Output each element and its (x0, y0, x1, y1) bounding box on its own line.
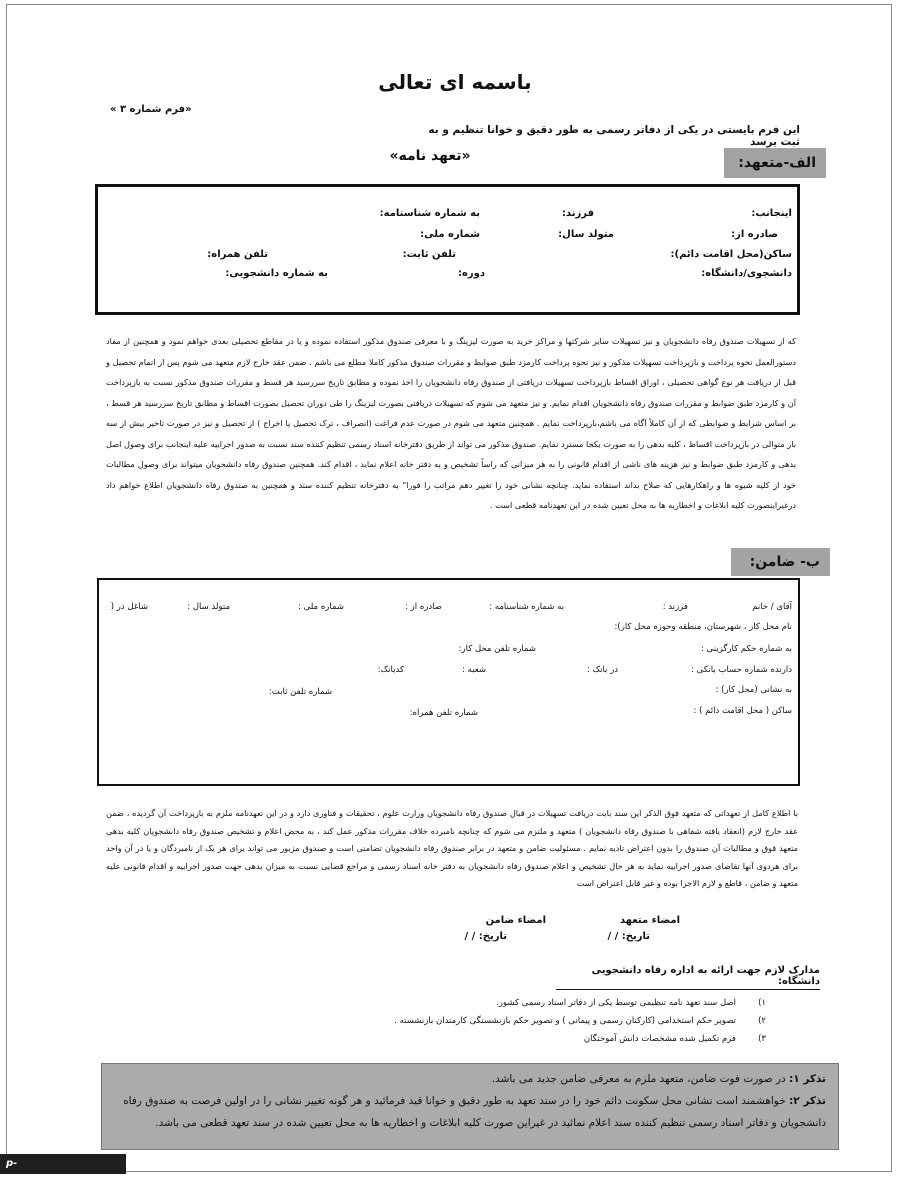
guarantor-id-number-label: به شماره شناسنامه : (489, 602, 564, 612)
note-2-continued: دانشجویان و دفاتر اسناد رسمی تنظیم کننده سند اعلام نمائید در غیراین صورت کلیه ابلاغات و اخطاریه ها به محل تعیین شده در سند تعهد قطعی می باشد. (155, 1117, 826, 1129)
obligor-national-id-label: شماره ملی: (420, 229, 480, 240)
guarantor-decree-label: به شماره حکم کارگزینی : (701, 644, 792, 654)
obligor-father-label: فرزند: (561, 208, 594, 219)
note-2-text: خواهشمند است نشانی محل سکونت دائم خود را در سند تعهد به طور دقیق و خوانا قید فرمائید و هر گونه تغییر نشانی را در اولین فرصت به صندوق رفاه (123, 1095, 786, 1107)
obligor-address-label: ساکن(محل اقامت دائم): (670, 249, 792, 260)
obligor-university-label: دانشجوی/دانشگاه: (701, 268, 792, 279)
document-title: «تعهد نامه» (389, 148, 471, 164)
guarantor-signature-date: تاریخ: / / (464, 931, 507, 942)
guarantor-branch-label: شعبه : (462, 665, 486, 675)
note-2 (123, 1095, 826, 1107)
document-item-3-number: ٣) (758, 1034, 766, 1044)
obligor-birth-year-label: متولد سال: (558, 229, 614, 240)
obligor-id-number-label: به شماره شناسنامه: (379, 208, 480, 219)
document-item-2-number: ٢) (758, 1016, 766, 1026)
guarantor-landline-label: شماره تلفن ثابت: (268, 687, 332, 697)
section-b-heading: ب- ضامن: (731, 548, 830, 576)
footer-site-link[interactable]: p-marvdasht.nus.ac.ir (0, 1154, 126, 1174)
obligor-signature-date: تاریخ: / / (607, 931, 650, 942)
obligor-commitment-text: که از تسهیلات صندوق رفاه دانشجویان و نیز تسهیلات سایر شرکتها و مراکز خرید به صورت لیزینگ و با معرفی صندوق مذکور استفاده نموده و یا در مقاطع تحصیلی بعدی خواهم نمود و همچنین از مفاد دستورالعمل نحوه پرداخت و بازپرداخت تسهیلات مذکور و نیز نحوه پرداخت کارمزد طبق ضوابط و مقررات صندوق مذکور کاملا مطلع می باشم . ضمن عقد خارج لازم متعهد می شوم پس از اتمام تحصیل و قبل از دریافت هر نوع گواهی تحصیلی ، اوراق اقساط بازپرداخت تسهیلات دریافتی از صندوق رفاه دانشجویان را اخذ نموده و مطابق تاریخ سررسید هر قسط و مقررات صندوق مذکور نسبت به بازپرداخت آن و کارمزد طبق ضوابط و مقررات صندوق رفاه دانشجویان اقدام نمایم. و نیز متعهد می شوم که تسهیلات دریافتی بصورت لیزینگ را طی دوران تحصیل بصورت اقساط و مطابق تاریخ سررسید هر قسط ، بر اساس شرایط و ضوابطی که از آن کاملاً آگاه می باشم،بازپرداخت نمایم . همچنین متعهد می شوم در صورت عدم فراغت (انصراف ، ترک تحصیل یا اخراج ) از تحصیل و نیز در صورت تاخیر بیش از سه بار متوالی در بازپرداخت اقساط ، کلیه بدهی را به صورت یکجا مسترد نمایم. صندوق مذکور می تواند از طریق دفترخانه اسناد رسمی تنظیم کننده سند نسبت به صدور اجراییه علیه اینجانب برای وصول اصل بدهی و کارمزد طبق ضوابط و نیز هزینه های ناشی از اقدام قانونی را به هر میزانی که راساً تشخیص و به دفتر خانه اعلام نماید ، اقدام کند. همچنین صندوق رفاه دانشجویان میتواند برای وصول مطالبات خود از کلیه شیوه ها و راهکارهایی که صلاح بداند استفاده نماید. چنانچه نشانی خود را تغییر دهم مراتب را فورا" به دفترخانه تنظیم کننده سند و همچنین به صندوق رفاه دانشجویان اطلاع خواهم داد درغیراینصورت کلیه ابلاغات و اخطاریه ها به محل تعیین شده در این تعهدنامه قطعی است . (106, 336, 796, 510)
guarantor-mobile-label: شماره تلفن همراه: (409, 708, 478, 718)
guarantor-issued-label: صادره از : (405, 602, 442, 612)
obligor-period-label: دوره: (457, 268, 485, 279)
obligor-student-number-label: به شماره دانشجویی: (225, 268, 328, 279)
note-1 (492, 1073, 826, 1085)
document-item-1-number: ١) (758, 998, 766, 1008)
registration-notice: این فرم بایستی در یکی از دفاتر رسمی به طور دقیق و خوانا تنظیم و به ثبت برسد (428, 124, 800, 148)
section-a-heading: الف-متعهد: (724, 148, 826, 178)
guarantor-work-phone-label: شماره تلفن محل کار: (458, 644, 536, 654)
note-1-text: در صورت فوت ضامن، متعهد ملزم به معرفی ضامن جدید می باشد. (491, 1073, 786, 1085)
note-2-label: تذکر ۲: (789, 1095, 826, 1107)
guarantor-address-label: ساکن ( محل اقامت دائم ) : (693, 706, 792, 716)
document-item-1: اصل سند تعهد نامه تنظیمی توسط یکی از دفاتر اسناد رسمی کشور. (496, 998, 736, 1008)
guarantor-father-label: فرزند : (662, 602, 688, 612)
obligor-issued-label: صادره از: (731, 229, 778, 240)
document-item-3: فرم تکمیل شده مشخصات دانش آموختگان (583, 1034, 736, 1044)
guarantor-name-label: آقای / خانم (752, 602, 792, 612)
required-documents-title: مدارک لازم جهت ارائه به اداره رفاه دانشجویی دانشگاه: (556, 965, 820, 990)
guarantor-workplace-label: نام محل کار ، شهرستان، منطقه وحوزه محل کار): (614, 622, 792, 632)
document-item-2: تصویر حکم استخدامی (کارکنان رسمی و پیمانی ) و تصویر حکم بازنشستگی کارمندان بازنشسته . (394, 1016, 736, 1026)
page-title: باسمه ای تعالی (378, 70, 532, 94)
guarantor-bank-code-label: کدبانک: (377, 665, 404, 675)
obligor-mobile-label: تلفن همراه: (207, 249, 268, 260)
guarantor-account-label: دارنده شماره حساب بانکی : (691, 665, 792, 675)
notes-box (101, 1063, 839, 1150)
guarantor-signature-label: امضاء ضامن (485, 915, 546, 926)
note-1-label: تذکر ۱: (789, 1073, 826, 1085)
guarantor-commitment-text: با اطلاع کامل از تعهداتی که متعهد فوق الذکر این سند بابت دریافت تسهیلات در قبال صندوق رفاه دانشجویان وزارت علوم ، تحقیقات و فناوری دارد و در این تعهدنامه ملزم به بازپرداخت آن گردیده ، ضمن عقد خارج لازم (انعقاد یافته شفاهی با صندوق رفاه دانشجویان ) متعهد و ملتزم می شوم که چنانچه نامبرده خلاف مقررات مذکور عمل کند ، به محض اعلام و تشخیص صندوق رفاه دانشجویان کلیه بدهی متعهد فوق و مطالبات آن صندوق را بدون اعتراض تادیه نمایم . مسئولیت ضامن و متعهد در برابر صندوق رفاه دانشجویان تضامنی است و صندوق مزبور می تواند برای هر یک از نامبردگان و یا در آن واحد برای هردوی آنها تقاضای صدور اجراییه نماید به هر حال تشخیص و اعلام صندوق رفاه دانشجویان به دفتر خانه اسناد رسمی و مراجع قضایی نسبت به میزان بدهی جهت صدور اجراییه و اقدام قانونی علیه متعهد و ضامن ، قاطع و لازم الاجرا بوده و غیر قابل اعتراض است (106, 808, 798, 888)
form-number: «فرم شماره ۳ » (110, 104, 192, 115)
obligor-landline-label: تلفن ثابت: (402, 249, 456, 260)
guarantor-employer-label: شاغل در ( (110, 602, 148, 612)
obligor-signature-label: امضاء متعهد (619, 915, 680, 926)
guarantor-bank-label: در بانک : (586, 665, 618, 675)
guarantor-birth-year-label: متولد سال : (187, 602, 230, 612)
obligor-name-label: اینجانب: (751, 208, 792, 219)
guarantor-national-id-label: شماره ملی : (298, 602, 344, 612)
guarantor-work-address-label: به نشانی (محل کار) : (715, 685, 792, 695)
